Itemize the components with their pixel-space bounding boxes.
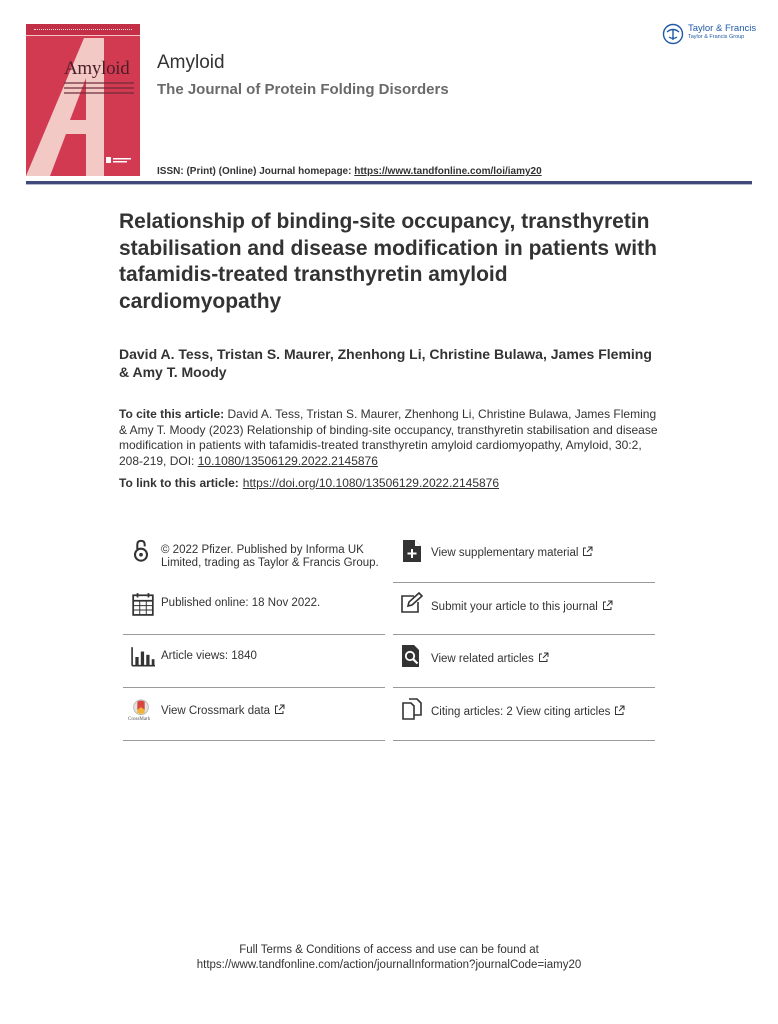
journal-homepage-link[interactable]: https://www.tandfonline.com/loi/iamy20 xyxy=(354,166,542,177)
published-date: Published online: 18 Nov 2022. xyxy=(161,597,321,609)
related-link[interactable] xyxy=(431,652,549,666)
publisher-logo[interactable] xyxy=(662,23,756,45)
citation-label: To cite this article: xyxy=(119,407,225,421)
license-text: © 2022 Pfizer. Published by Informa UK Limited, trading as Taylor & Francis Group. xyxy=(161,544,379,569)
issn-line xyxy=(157,166,542,177)
submit-label: Submit your article to this journal xyxy=(431,601,598,613)
publisher-name: Taylor & Francis xyxy=(688,23,757,34)
footer-terms-text: Full Terms & Conditions of access and use can be found at xyxy=(239,944,539,956)
journal-subtitle: The Journal of Protein Folding Disorders xyxy=(157,81,449,98)
external-link-icon xyxy=(614,705,625,716)
citing-cell[interactable] xyxy=(393,689,655,741)
supplementary-label: View supplementary material xyxy=(431,547,579,559)
external-link-icon xyxy=(538,652,549,663)
add-document-icon xyxy=(400,539,424,563)
related-label: View related articles xyxy=(431,653,534,665)
published-cell xyxy=(123,583,385,635)
copy-documents-icon xyxy=(400,697,424,721)
article-authors: David A. Tess, Tristan S. Maurer, Zhenhong Li, Christine Bulawa, James Fleming & Amy T. Moody xyxy=(119,346,652,380)
external-link-icon xyxy=(582,546,593,557)
journal-cover-image xyxy=(26,24,140,176)
supplementary-cell[interactable] xyxy=(393,531,655,583)
calendar-icon xyxy=(131,592,155,616)
external-link-icon xyxy=(602,600,613,611)
cover-subtitle-lines xyxy=(64,82,134,96)
citation-text: David A. Tess, Tristan S. Maurer, Zhenhong Li, Christine Bulawa, James Fleming & Amy T. Moody (2023) Relationship of binding-site occupancy, transthyretin stabilisation and disease modification in patients with tafamidis-treated transthyretin amyloid cardiomyopathy, Amyloid, 30:2, 208-219, DOI: xyxy=(119,407,658,468)
citation-block xyxy=(119,407,664,469)
article-link-label: To link to this article: xyxy=(119,476,239,490)
cover-title: Amyloid xyxy=(64,58,130,79)
external-link-icon xyxy=(274,704,285,715)
crossmark-label: View Crossmark data xyxy=(161,705,271,717)
publisher-group: Taylor & Francis Group xyxy=(688,34,745,40)
journal-name: Amyloid xyxy=(157,52,225,73)
search-document-icon xyxy=(400,644,424,668)
footer xyxy=(0,943,778,973)
article-views: Article views: 1840 xyxy=(161,650,257,662)
header-divider-shadow xyxy=(26,184,752,185)
submit-cell[interactable] xyxy=(393,583,655,635)
crossmark-logo-text: CrossMark xyxy=(128,717,151,722)
cover-letter-a-graphic xyxy=(26,24,140,176)
views-cell xyxy=(123,636,385,688)
cover-publisher-logo xyxy=(106,156,132,164)
crossmark-cell[interactable] xyxy=(123,689,385,741)
taylor-francis-icon xyxy=(662,23,684,45)
license-cell xyxy=(123,537,385,589)
crossmark-link[interactable] xyxy=(161,704,285,718)
edit-icon xyxy=(400,591,424,615)
bar-chart-icon xyxy=(131,645,155,669)
issn-label: ISSN: (Print) (Online) Journal homepage: xyxy=(157,166,355,177)
related-cell[interactable] xyxy=(393,636,655,688)
citing-link[interactable] xyxy=(431,705,625,719)
footer-terms-link[interactable]: https://www.tandfonline.com/action/journalInformation?journalCode=iamy20 xyxy=(196,959,582,971)
article-link-line xyxy=(119,476,499,490)
citation-doi-link[interactable]: 10.1080/13506129.2022.2145876 xyxy=(197,453,378,468)
article-doi-link[interactable]: https://doi.org/10.1080/13506129.2022.2145876 xyxy=(242,476,500,490)
supplementary-link[interactable] xyxy=(431,546,593,560)
submit-link[interactable] xyxy=(431,600,613,614)
citing-label: Citing articles: 2 View citing articles xyxy=(431,706,611,718)
article-title: Relationship of binding-site occupancy, transthyretin stabilisation and disease modification in patients with tafamidis-treated transthyretin amyloid cardiomyopathy xyxy=(119,210,657,313)
open-access-icon xyxy=(129,539,153,563)
